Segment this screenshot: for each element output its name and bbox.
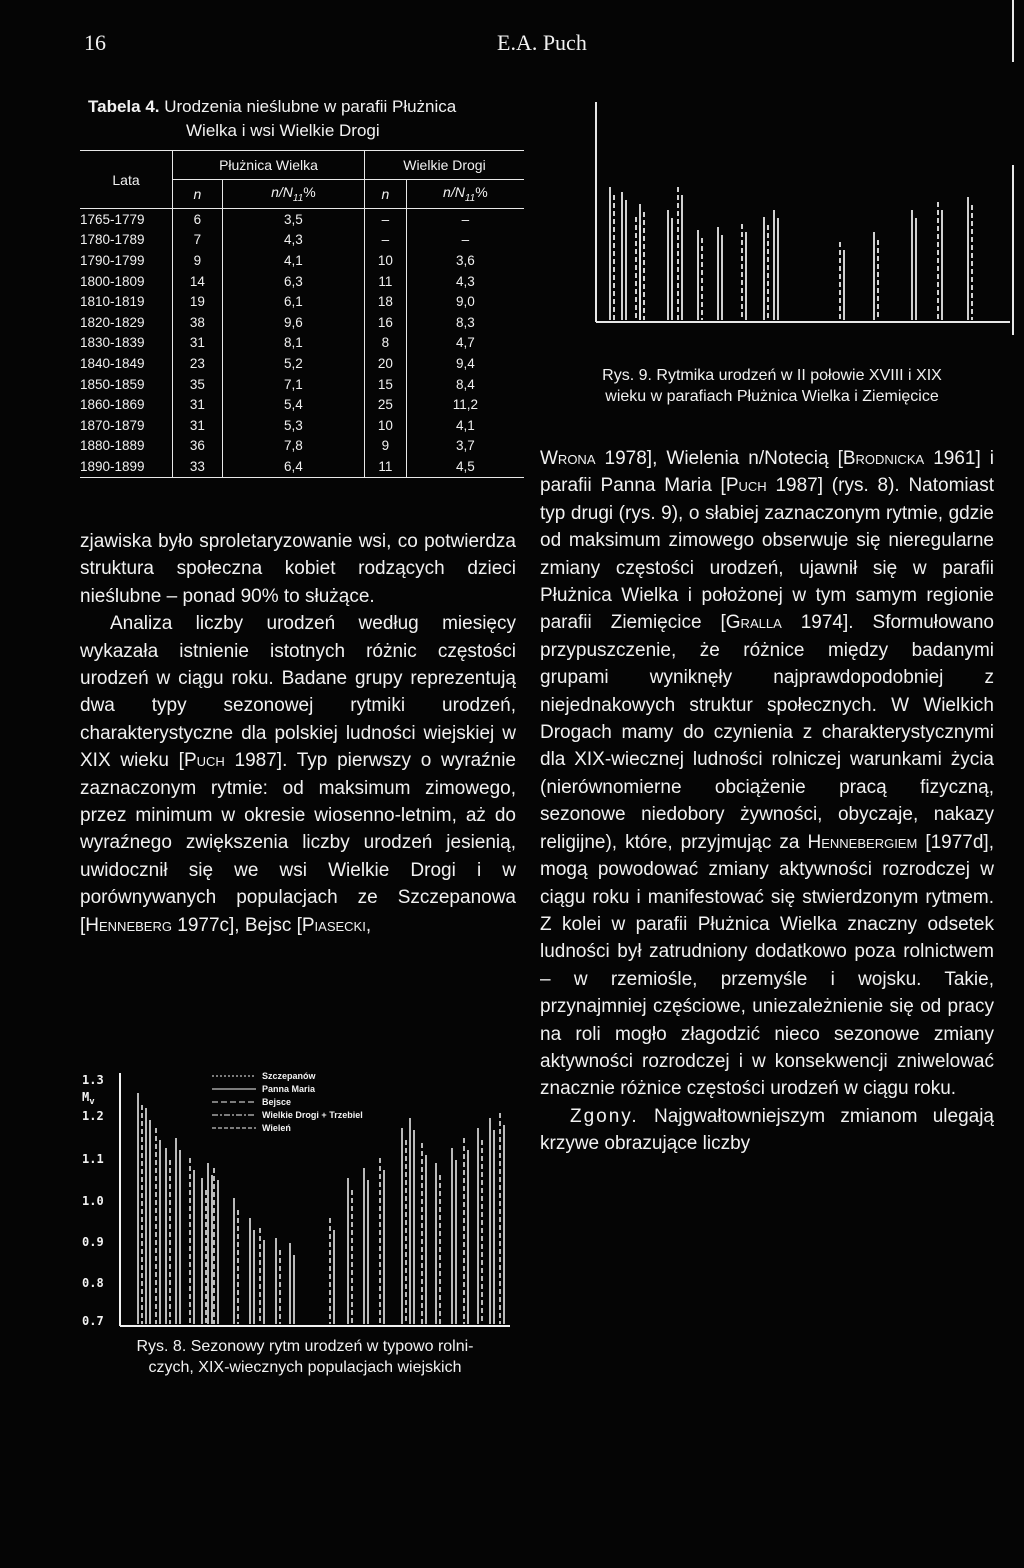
table-row	[80, 312, 524, 333]
table-cell-years: 1820-1829	[80, 314, 145, 330]
table-cell: 7	[173, 230, 223, 251]
legend-wielkie-drogi: Wielkie Drogi + Trzebiel	[262, 1110, 363, 1120]
table-cell: 7,1	[222, 374, 364, 395]
running-header-author: E.A. Puch	[497, 30, 587, 55]
table-cell: 36	[173, 436, 223, 457]
y-tick-0.7: 0.7	[82, 1314, 104, 1328]
table-cell-years: 1870-1879	[80, 417, 145, 433]
table-caption-line2: Wielka i wsi Wielkie Drogi	[186, 121, 380, 140]
table-cell: 9,6	[222, 312, 364, 333]
table-cell: 9,4	[406, 353, 524, 374]
table-cell: 4,5	[406, 456, 524, 477]
table-row	[80, 394, 524, 415]
table-cell-years: 1830-1839	[80, 335, 145, 351]
table-cell-years: 1800-1809	[80, 273, 145, 289]
paragraph-right: Wrona 1978], Wielenia n/Notecią [Brodnicka 1961] i parafii Panna Maria [Puch 1987] (rys. 8). Natomiast typ drugi (rys. 9), o słabiej zaznaczonym rytmie, gdzie od maksimum zimowego obserwuje się nieregularne zmiany częstości urodzeń, ujawnił się w parafii Płużnica Wielka i położonej w tym samym regionie parafii Ziemięcice [Gralla 1974]. Sformułowano przypuszczenie, że różnice między badanymi grupami wyniknęły najprawdopodobniej z niejednakowych struktur społecznych. W Wielkich Drogach mamy do czynienia z charakterystycznymi dla XIX-wiecznej ludności rolniczej warunkami życia (nierównomierne obciążenie pracą fizyczną, sezonowe niedobory żywności, obyczaje, nakazy religijne), które, przyjmując za Hennebergiem [1977d], mogą powodować zmiany aktywności rozrodczej w ciągu roku i manifestować się stwierdzonym rytmem. Z kolei w parafii Płużnica Wielka znaczny odsetek ludności był zatrudniony dodatkowo poza rolnictwem – w rzemiośle, przemyśle i wojsku. Takie, przynajmniej częściowe, uniezależnienie się od pracy na roli mogło złagodzić nieco sezonowe zmiany aktywności rozrodczej i w konsekwencji zniwelować znacznie różnice częstości urodzeń w ciągu roku.	[540, 448, 995, 1100]
table-cell: 4,7	[406, 333, 524, 354]
table-row	[80, 271, 524, 292]
table-cell: 3,5	[222, 209, 364, 230]
x-label-start	[166, 1332, 173, 1333]
y-tick-0.9: 0.9	[82, 1235, 104, 1249]
page-number: 16	[84, 30, 106, 55]
subheader-ratio-2: $n/N_{11}\%$	[406, 180, 524, 209]
table-cell: –	[364, 230, 406, 251]
table-cell: 8,1	[222, 333, 364, 354]
table-cell: 19	[173, 291, 223, 312]
figure-8-chart	[80, 1068, 530, 1333]
y-tick-1.1: 1.1	[82, 1152, 104, 1166]
y-tick-1.2: 1.2	[82, 1109, 104, 1123]
table-cell: 4,3	[406, 271, 524, 292]
paragraph-analysis: Analiza liczby urodzeń według miesięcy wykazała istnienie istotnych różnic częstości urodzeń w ciągu roku. Badane grupy reprezentują dwa typy sezonowej rytmiki urodzeń, charakterystyczne dla polskiej ludności wiejskiej w XIX wieku [Puch 1987]. Typ pierwszy o wyraźnie zaznaczonym rytmie: od maksimum zimowego, przez minimum w okresie wiosenno-letnim, aż do wyraźnego zwiększenia liczby urodzeń jesienią, uwidocznił się we wsi Wielkie Drogi i w porównywanych populacjach ze Szczepanowa [Henneberg 1977c], Bejsc [Piasecki,	[80, 613, 516, 936]
edge-line-mid	[1012, 165, 1014, 335]
table-cell: 9	[173, 250, 223, 271]
table-cell: –	[406, 209, 524, 230]
table-cell: 11	[364, 456, 406, 477]
table-cell: –	[406, 230, 524, 251]
table-row	[80, 415, 524, 436]
table-cell: 15	[364, 374, 406, 395]
table-cell: 9,0	[406, 291, 524, 312]
y-axis-label: $M_v$	[82, 1090, 95, 1107]
table-cell: 3,6	[406, 250, 524, 271]
y-tick-1.0: 1.0	[82, 1194, 104, 1208]
legend-szczepanow: Szczepanów	[262, 1071, 316, 1081]
table-cell: 7,8	[222, 436, 364, 457]
table-cell: 31	[173, 333, 223, 354]
y-tick-0.8: 0.8	[82, 1276, 104, 1290]
table-row	[80, 353, 524, 374]
subheader-n: n	[173, 180, 223, 209]
table-cell: 11,2	[406, 394, 524, 415]
table-row	[80, 230, 524, 251]
figure-9-caption: Rys. 9. Rytmika urodzeń w II połowie XVIII i XIX wieku w parafiach Płużnica Wielka i Ziemięcice	[602, 367, 942, 405]
table-cell-years: 1780-1789	[80, 232, 145, 248]
table-cell: 4,1	[406, 415, 524, 436]
table-cell-years: 1840-1849	[80, 355, 145, 371]
table-cell-years: 1765-1779	[80, 211, 145, 227]
table-cell: 4,3	[222, 230, 364, 251]
column-group-wielkie-drogi: Wielkie Drogi	[364, 151, 524, 180]
table-cell: 38	[173, 312, 223, 333]
table-cell: 6,1	[222, 291, 364, 312]
subheader-n-2: n	[364, 180, 406, 209]
figure-9-chart	[592, 92, 1014, 332]
paragraph-proletarization: zjawiska było sproletaryzowanie wsi, co potwierdza struktura społeczna kobiet rodzących dzieci nieślubne – ponad 90% to służące.	[80, 531, 516, 607]
column-group-pluznica: Płużnica Wielka	[173, 151, 365, 180]
table-cell: 8,4	[406, 374, 524, 395]
births-table	[80, 150, 524, 478]
left-column-text	[80, 528, 516, 939]
table-cell: 4,1	[222, 250, 364, 271]
table-cell: 8	[364, 333, 406, 354]
table-cell: 3,7	[406, 436, 524, 457]
figure-8-bars	[138, 1093, 504, 1324]
legend-bejsce: Bejsce	[262, 1097, 292, 1107]
subheader-ratio: $n/N_{11}\%$	[222, 180, 364, 209]
table-cell: 5,2	[222, 353, 364, 374]
table-cell: 9	[364, 436, 406, 457]
table-cell: 33	[173, 456, 223, 477]
table-cell: 20	[364, 353, 406, 374]
figure-9-bars	[610, 187, 972, 320]
edge-line-top	[1012, 0, 1014, 62]
table-row	[80, 291, 524, 312]
table-caption-line1: Urodzenia nieślubne w parafii Płużnica	[164, 97, 457, 116]
table-cell: 23	[173, 353, 223, 374]
table-row	[80, 250, 524, 271]
table-cell: 25	[364, 394, 406, 415]
table-cell: 5,4	[222, 394, 364, 415]
legend-wielen: Wieleń	[262, 1123, 291, 1133]
table-cell: –	[364, 209, 406, 230]
table-cell: 11	[364, 271, 406, 292]
table-cell: 14	[173, 271, 223, 292]
table-row	[80, 456, 524, 477]
table-cell: 31	[173, 415, 223, 436]
table-cell: 6	[173, 209, 223, 230]
table-cell: 5,3	[222, 415, 364, 436]
table-cell: 35	[173, 374, 223, 395]
table-cell: 8,3	[406, 312, 524, 333]
table-cell: 18	[364, 291, 406, 312]
y-tick-1.3: 1.3	[82, 1073, 104, 1087]
table-row	[80, 374, 524, 395]
table-cell: 31	[173, 394, 223, 415]
table-caption	[88, 95, 558, 143]
table-row	[80, 436, 524, 457]
table-cell-years: 1880-1889	[80, 438, 145, 454]
table-row	[80, 333, 524, 354]
table-cell-years: 1850-1859	[80, 376, 145, 392]
right-column-text	[540, 445, 994, 1158]
figure-8-caption: Rys. 8. Sezonowy rytm urodzeń w typowo rolni- czych, XIX-wiecznych populacjach wiejskich	[136, 1338, 474, 1376]
table-cell-years: 1810-1819	[80, 294, 145, 310]
table-cell: 10	[364, 250, 406, 271]
table-cell-years: 1790-1799	[80, 252, 145, 268]
table-cell-years: 1860-1869	[80, 397, 145, 413]
column-header-years: Lata	[80, 151, 173, 209]
table-cell-years: 1890-1899	[80, 456, 173, 477]
table-cell: 6,3	[222, 271, 364, 292]
table-label: Tabela 4.	[88, 97, 160, 116]
paragraph-zgony: Zgony. Najgwałtowniejszym zmianom ulegają krzywe obrazujące liczby	[540, 1105, 994, 1155]
legend-panna-maria: Panna Maria	[262, 1084, 316, 1094]
table-row	[80, 209, 524, 230]
table-cell: 16	[364, 312, 406, 333]
table-cell: 6,4	[222, 456, 364, 477]
table-cell: 10	[364, 415, 406, 436]
